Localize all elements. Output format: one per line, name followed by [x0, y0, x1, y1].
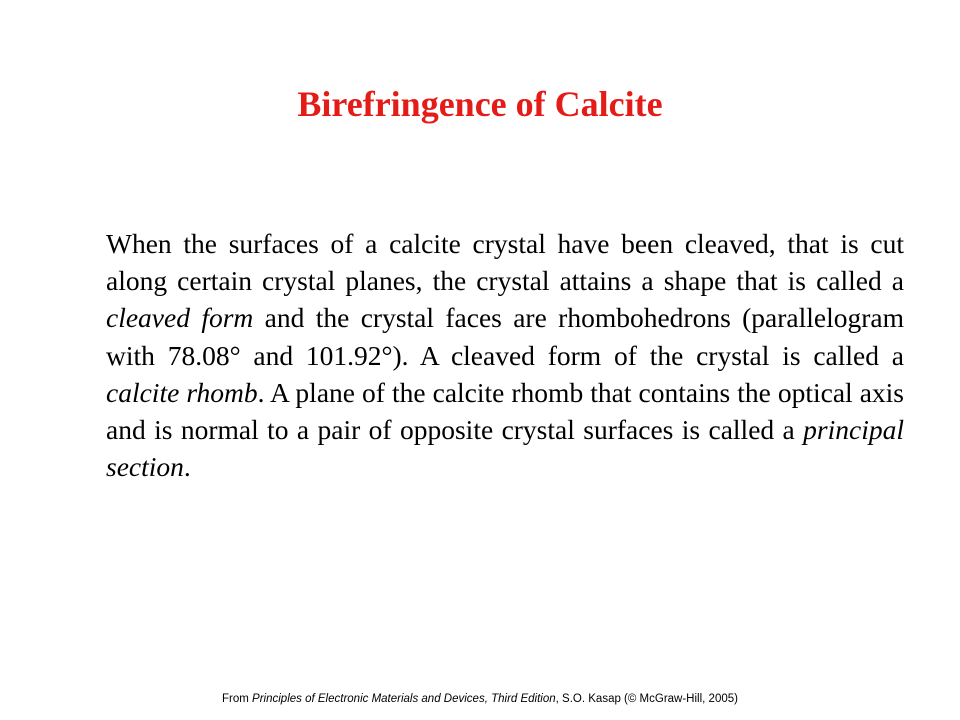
footer-suffix: , S.O. Kasap (© McGraw-Hill, 2005)	[555, 693, 738, 705]
term-calcite-rhomb: calcite rhomb	[106, 376, 258, 408]
source-footer	[0, 691, 960, 707]
body-paragraph	[106, 225, 904, 485]
term-principal-section: principal section	[106, 414, 904, 483]
body-text-segment-3: . A plane of the calcite rhomb that contains the optical axis and is normal to a pair of opposite crystal surfaces is called a	[106, 376, 905, 446]
slide-title: Birefringence of Calcite	[297, 84, 663, 124]
body-text-segment-2: and the crystal faces are rhombohedrons (parallelogram with 78.08° and 101.92°). A cleaved form of the crystal is called a	[106, 302, 905, 371]
footer-book-title: Principles of Electronic Materials and Devices, Third Edition	[252, 693, 556, 705]
footer-prefix: From	[222, 693, 253, 705]
body-text-segment-4: .	[183, 451, 191, 483]
term-cleaved-form: cleaved form	[106, 302, 254, 334]
body-text-segment-1: When the surfaces of a calcite crystal have been cleaved, that is cut along certain crystal planes, the crystal attains a shape that is called a	[106, 228, 904, 297]
